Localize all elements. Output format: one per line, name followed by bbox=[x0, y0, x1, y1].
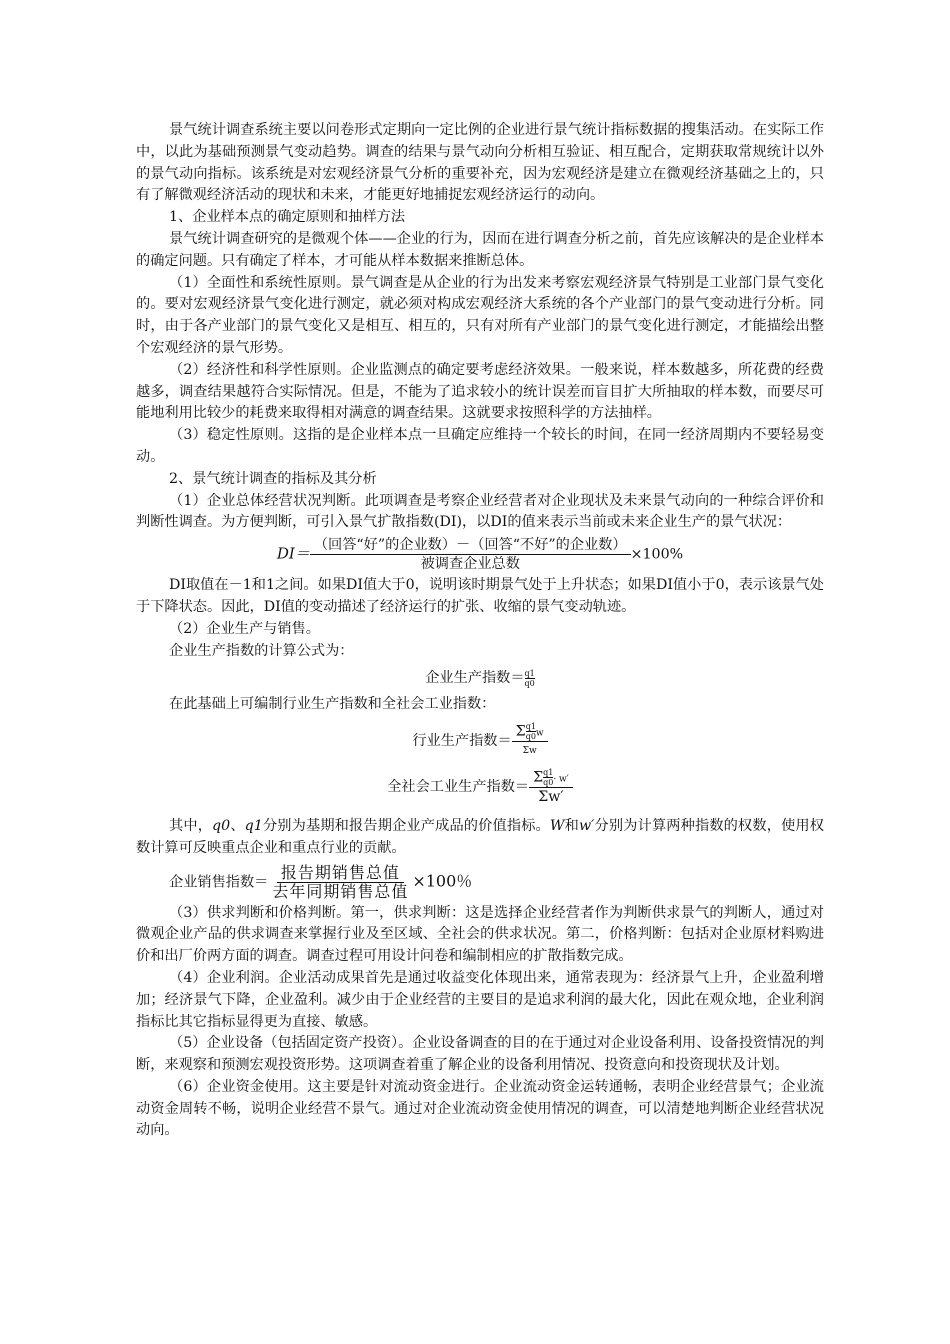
sales-index-suffix: ×100％ bbox=[412, 871, 473, 891]
industry-index-fraction bbox=[512, 722, 548, 760]
social-index-formula bbox=[136, 768, 824, 806]
q0-symbol: q0 bbox=[543, 777, 554, 787]
sales-index-fraction bbox=[268, 864, 412, 901]
sum-symbol: Σ bbox=[533, 769, 544, 786]
di-fraction bbox=[310, 536, 631, 573]
w-prime-symbol: · w′ bbox=[553, 774, 569, 785]
social-index-denominator: Σw′ bbox=[538, 788, 564, 805]
paragraph-profit: （4）企业利润。企业活动成果首先是通过收益变化体现出来，通常表现为：经济景气上升，企业盈利增加；经济景气下降，企业盈利。减少由于企业经营的主要目的是追求利润的最大化，因此在观众地，企业利润指标比其它指标显得更为直接、敏感。 bbox=[136, 969, 824, 1030]
paragraph-weights bbox=[136, 816, 824, 860]
weights-middle: 分别为基期和报告期企业产成品的价值指标。 bbox=[262, 817, 550, 834]
section-heading-1: 1、企业样本点的确定原则和抽样方法 bbox=[169, 209, 406, 226]
paragraph-di-range: DI取值在－1和1之间。如果DI值大于0，说明该时期景气处于上升状态；如果DI值小于0，表示该景气处于下降状态。因此，DI值的变动描述了经济运行的扩张、收缩的景气变动轨迹。 bbox=[136, 577, 824, 615]
weights-suffix: 分别为计算两种指数的权数，使用权数计算可反映重点企业和重点行业的贡献。 bbox=[136, 817, 824, 856]
di-formula-suffix: ×100% bbox=[630, 546, 684, 563]
section-heading-2: 2、景气统计调查的指标及其分析 bbox=[169, 470, 377, 487]
production-index-den: q0 bbox=[524, 678, 535, 688]
industry-q-fraction bbox=[526, 722, 536, 741]
paragraph-principle-3: （3）稳定性原则。这指的是企业样本点一旦确定应维持一个较长的时间，在同一经济周期内不要轻易变动。 bbox=[136, 427, 824, 465]
industry-index-formula bbox=[136, 722, 824, 760]
q0-symbol: q0 bbox=[212, 817, 231, 834]
sales-index-lhs: 企业销售指数＝ bbox=[169, 874, 269, 891]
and-word: 和 bbox=[564, 817, 580, 834]
q0-symbol: q0 bbox=[525, 731, 536, 741]
industry-index-numerator bbox=[512, 722, 548, 742]
q1-symbol: q1 bbox=[525, 721, 536, 731]
sum-symbol: Σ bbox=[515, 723, 526, 740]
sales-index-formula bbox=[169, 864, 824, 901]
sales-index-numerator: 报告期销售总值 bbox=[277, 864, 404, 883]
di-denominator: 被调查企业总数 bbox=[420, 556, 520, 573]
paragraph-principle-1: （1）全面性和系统性原则。景气调查是从企业的行为出发来考察宏观经济景气特别是工业部门景气变化的。要对宏观经济景气变化进行测定，就必须对构成宏观经济大系统的各个产业部门的景气变动进行分析。同时，由于各产业部门的景气变化又是相互、相互的，只有对所有产业部门的景气变化进行测定，才能描绘出整个宏观经济的景气形势。 bbox=[136, 274, 824, 356]
w-symbol: W bbox=[549, 817, 565, 834]
q1-symbol: q1 bbox=[244, 817, 263, 834]
document-body bbox=[136, 120, 824, 1142]
social-index-numerator bbox=[529, 768, 573, 788]
paragraph-overall-judgment: （1）企业总体经营状况判断。此项调查是考察企业经营者对企业现状及未来景气动向的一种综合评价和判断性调查。为方便判断，可引入景气扩散指数(DI)，以DI的值来表示当前或未来企业生产的景气状况： bbox=[136, 492, 824, 531]
production-index-num: q1 bbox=[524, 668, 535, 678]
social-index-fraction bbox=[529, 768, 573, 806]
production-index-fraction bbox=[525, 669, 535, 688]
paragraph-sample: 景气统计调查研究的是微观个体——企业的行为，因而在进行调查分析之前，首先应该解决的是企业样本的确定问题。只有确定了样本，才可能从样本数据来推断总体。 bbox=[136, 230, 824, 269]
paragraph-intro: 景气统计调查系统主要以问卷形式定期向一定比例的企业进行景气统计指标数据的搜集活动。在实际工作中，以此为基础预测景气变动趋势。调查的结果与景气动向分析相互验证、相互配合，定期获取常规统计以外的景气动向指标。该系统是对宏观经济景气分析的重要补充，因为宏观经济是建立在微观经济基础之上的，只有了解微观经济活动的现状和未来，才能更好地捕捉宏观经济运行的动向。 bbox=[136, 122, 824, 204]
social-q-fraction bbox=[543, 768, 553, 787]
industry-index-denominator: Σw bbox=[522, 745, 537, 756]
industry-index-lhs: 行业生产指数＝ bbox=[412, 732, 512, 749]
paragraph-principle-2: （2）经济性和科学性原则。企业监测点的确定要考虑经济效果。一般来说，样本数越多，所花费的经费越多，调查结果越符合实际情况。但是，不能为了追求较小的统计误差而盲目扩大所抽取的样本数，而要尽可能地利用比较少的耗费来取得相对满意的调查结果。这就要求按照科学的方法抽样。 bbox=[136, 361, 824, 422]
w-symbol: w bbox=[535, 728, 544, 739]
production-index-formula bbox=[136, 668, 824, 690]
social-index-lhs: 全社会工业生产指数＝ bbox=[387, 778, 530, 795]
di-formula-lhs: DI＝ bbox=[276, 544, 310, 563]
paragraph-production-sales: （2）企业生产与销售。 bbox=[169, 620, 320, 637]
di-numerator: （回答“好”的企业数）－（回答“不好”的企业数） bbox=[310, 536, 631, 555]
production-index-lhs: 企业生产指数＝ bbox=[425, 670, 525, 687]
paragraph-production-formula-intro: 企业生产指数的计算公式为： bbox=[169, 642, 354, 659]
paragraph-supply-price: （3）供求判断和价格判断。第一，供求判断：这是选择企业经营者作为判断供求景气的判断人，通过对微观企业产品的供求调查来掌握行业及至区域、全社会的供求状况。第二，价格判断：包括对企业原材料购进价和出厂价两方面的调查。调查过程可用设计问卷和编制相应的扩散指数完成。 bbox=[136, 904, 824, 965]
paragraph-funds: （6）企业资金使用。这主要是针对流动资金进行。企业流动资金运转通畅，表明企业经营景气；企业流动资金周转不畅，说明企业经营不景气。通过对企业流动资金使用情况的调查，可以清楚地判断企业经营状况动向。 bbox=[136, 1078, 824, 1139]
separator: 、 bbox=[230, 817, 245, 834]
weights-prefix: 其中， bbox=[169, 817, 213, 834]
paragraph-equipment: （5）企业设备（包括固定资产投资）。企业设备调查的目的在于通过对企业设备利用、设备投资情况的判断，来观察和预测宏观投资形势。这项调查着重了解企业的设备利用情况、投资意向和投资现状及计划。 bbox=[136, 1035, 824, 1074]
w-prime-symbol: w′ bbox=[579, 817, 595, 834]
q1-symbol: q1 bbox=[543, 767, 554, 777]
di-formula bbox=[136, 536, 824, 573]
sales-index-denominator: 去年同期销售总值 bbox=[272, 881, 409, 901]
paragraph-industry-intro: 在此基础上可编制行业生产指数和全社会工业指数： bbox=[169, 696, 496, 713]
